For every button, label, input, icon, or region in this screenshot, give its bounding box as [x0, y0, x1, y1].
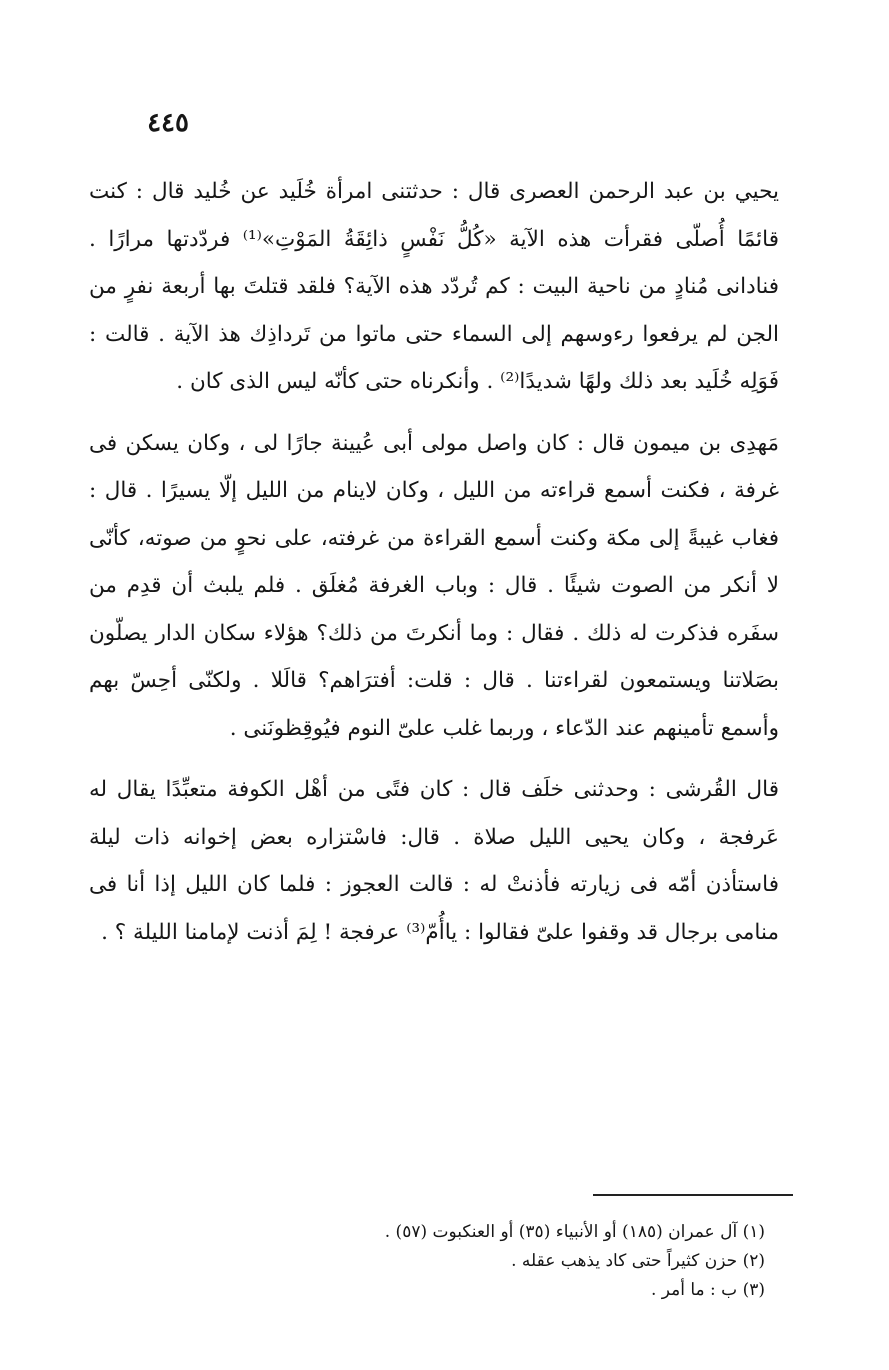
page-number: ٤٤٥	[147, 108, 189, 138]
footnotes	[125, 1218, 765, 1305]
paragraph-qurashi: قال القُرشى : وحدثنى خلَف قال : كان فتًى من أهْل الكوفة متعبِّدًا يقال له عَرفجة ، وكان يحيى الليل صلاة . قال: فاسْتزاره بعض إخوانه ذات ليلة فاستأذن أمّه فى زيارته فأذنتْ له : قالت العجوز : فلما كان الليل إذا أنا فى منامى برجال قد وقفوا علىّ فقالوا : ياأُمّ⁽³⁾ عرفجة ! لِمَ أذنت لإمامنا الليلة ؟ .	[89, 777, 779, 945]
main-text	[89, 168, 779, 970]
footnote-2: (٢) حزن كثيراً حتى كاد يذهب عقله .	[511, 1251, 765, 1271]
footnote-divider	[593, 1194, 793, 1196]
paragraph-yahya: يحيي بن عبد الرحمن العصرى قال : حدثتنى امرأة خُلَيد عن خُليد قال : كنت قائمًا أُصلّى فقرأت هذه الآية «كُلُّ نَفْسٍ ذائِقَةُ المَوْتِ»⁽¹⁾ فردّدتها مرارًا . فنادانى مُنادٍ من ناحية البيت : كم تُردّد هذه الآية؟ فلقد قتلتَ بها أربعة نفرٍ من الجن لم يرفعوا رءوسهم إلى السماء حتى ماتوا من تَرداذِك هذ الآية . قالت : فَوَلِه خُلَيد بعد ذلك ولهًا شديدًا⁽²⁾ . وأنكرناه حتى كأنّه ليس الذى كان .	[89, 179, 779, 394]
footnote-3: (٣) ب : ما أمر .	[650, 1280, 765, 1300]
paragraph-mahdi: مَهدِى بن ميمون قال : كان واصل مولى أبى عُيينة جارًا لى ، وكان يسكن فى غرفة ، فكنت أسمع قراءته من الليل ، وكان لاينام من الليل إلّا يسيرًا . قال : فغاب غيبةً إلى مكة وكنت أسمع القراءة من غرفته، على نحوٍ من صوته، كأنّى لا أنكر من الصوت شيئًا . قال : وباب الغرفة مُغلَق . فلم يلبث أن قدِم من سفَره فذكرت له ذلك . فقال : وما أنكرتَ من ذلك؟ هؤلاء سكان الدار يصلّون بصَلاتنا ويستمعون لقراءتنا . قال : قلت: أفترَاهم؟ قالَلا . ولكنّى أحِسّ بهم وأسمع تأمينهم عند الدّعاء ، وربما غلب علىّ النوم فيُوقِظونَنى .	[89, 430, 779, 741]
footnote-1: (١) آل عمران (١٨٥) أو الأنبياء (٣٥) أو العنكبوت (٥٧) .	[384, 1222, 765, 1242]
